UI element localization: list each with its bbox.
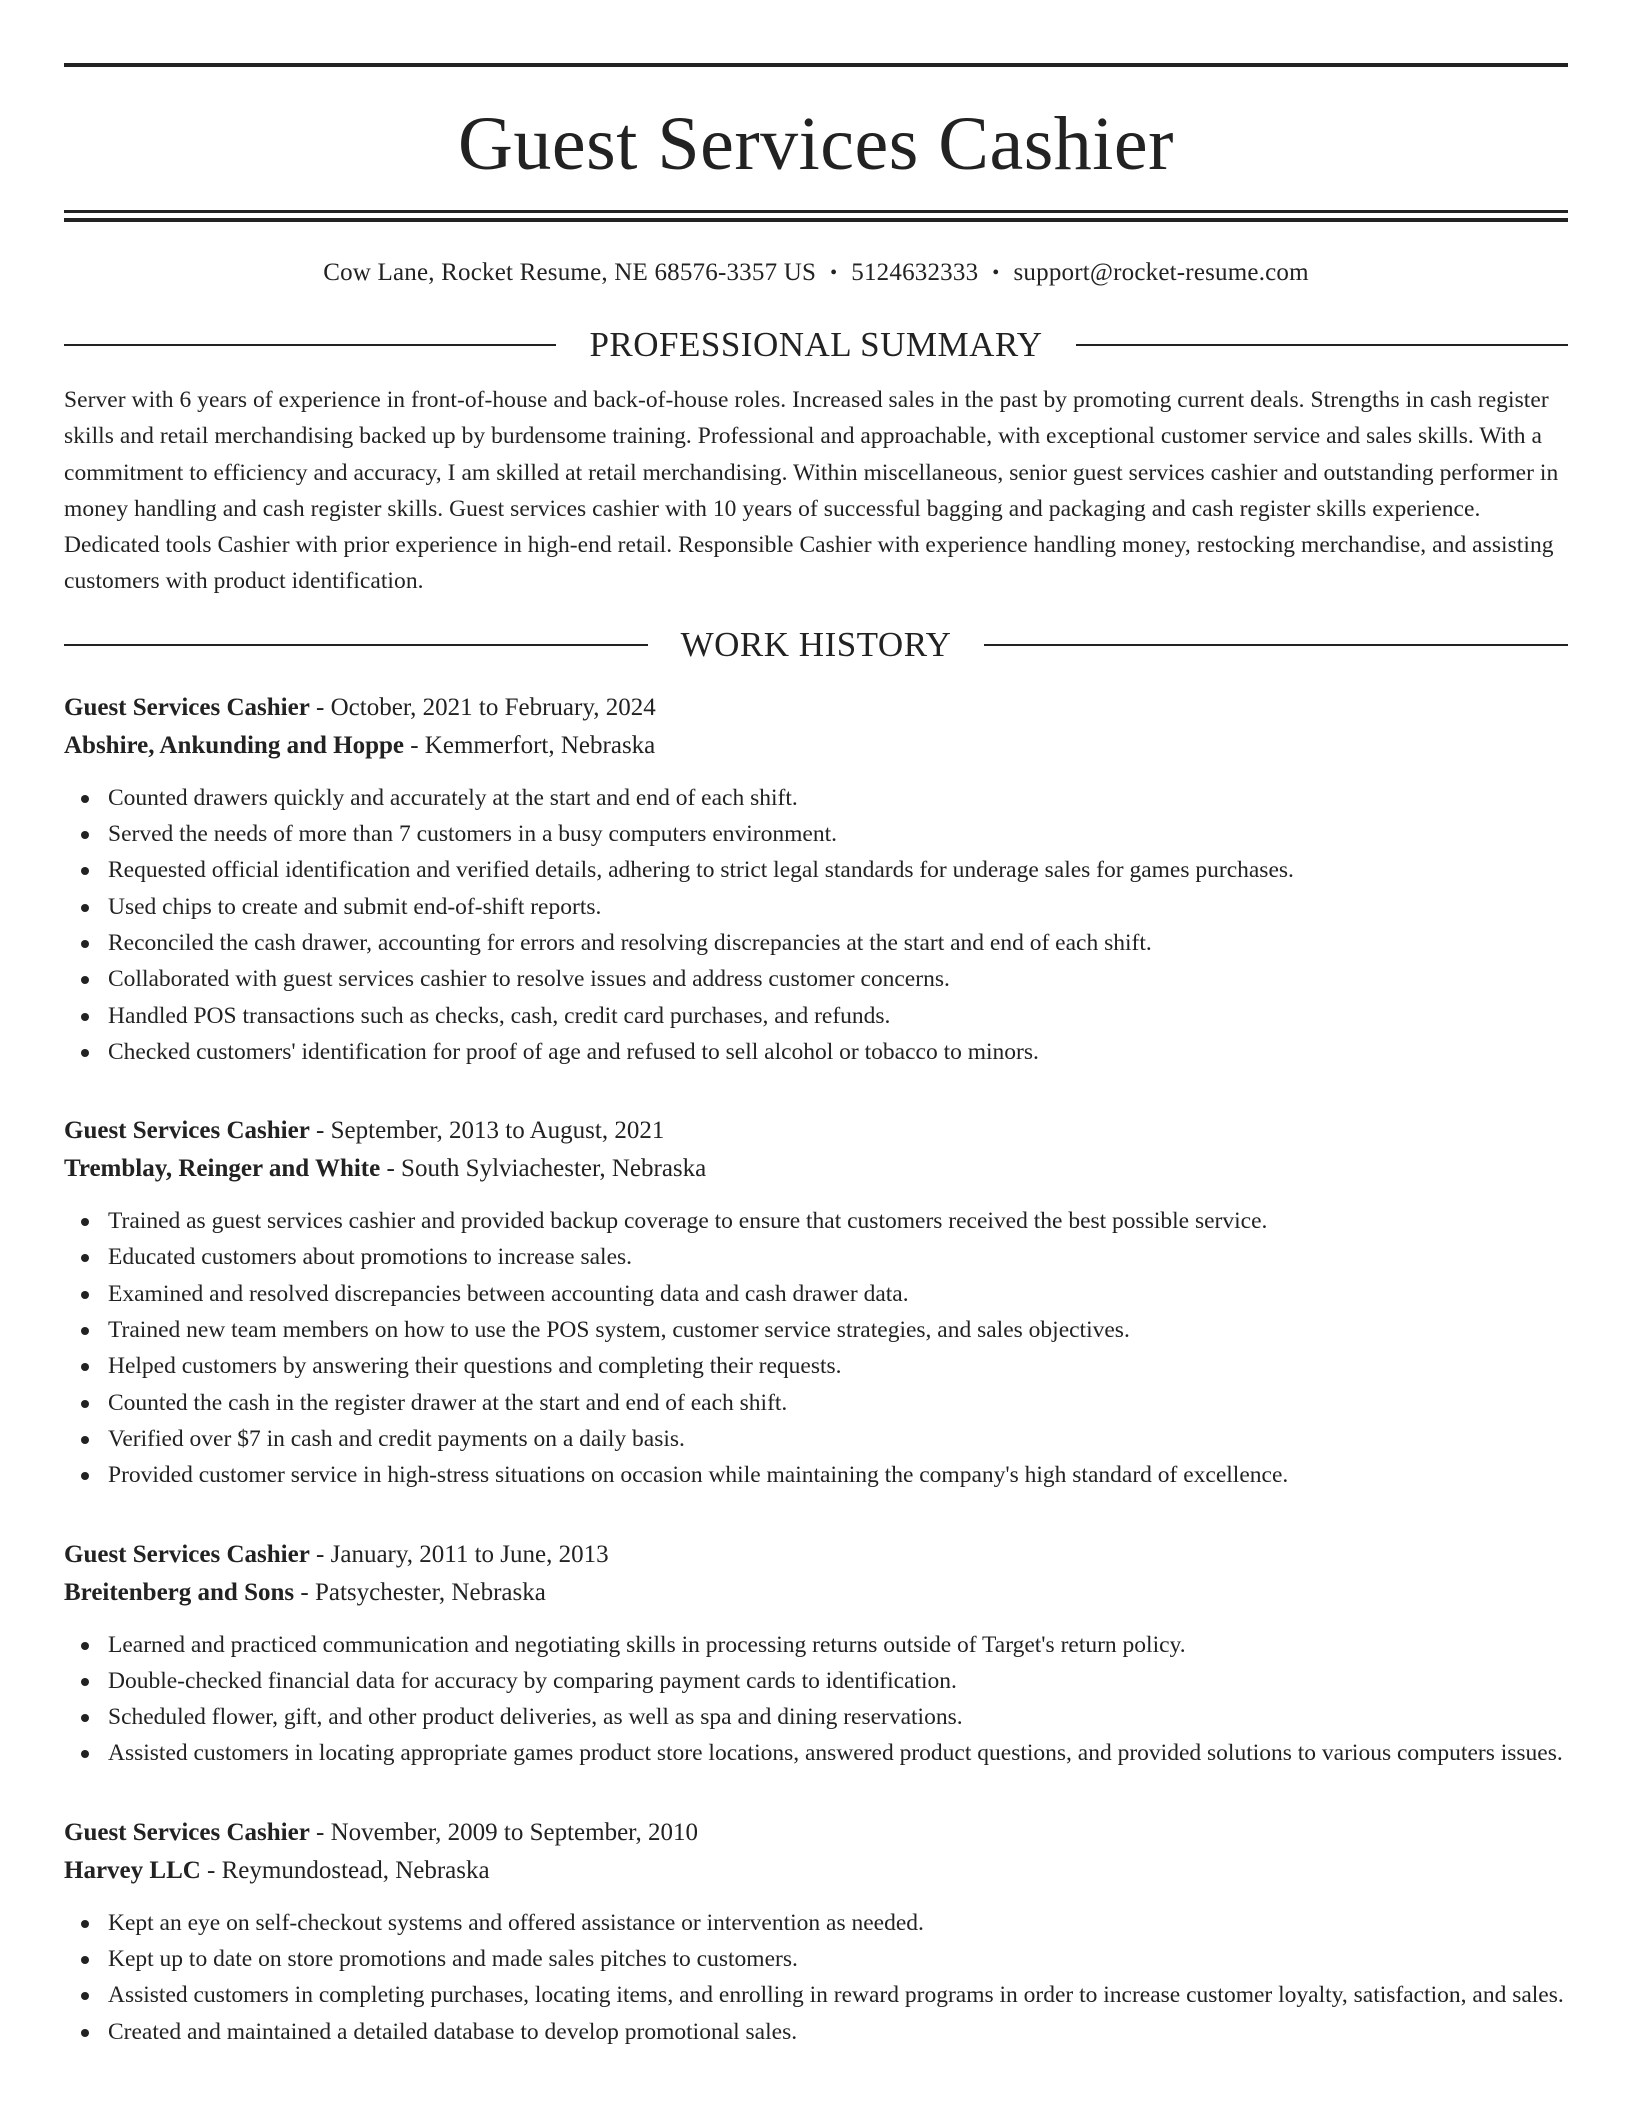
job-bullet: Used chips to create and submit end-of-shift reports. <box>64 889 1568 925</box>
job-bullet: Verified over $7 in cash and credit payments on a daily basis. <box>64 1421 1568 1457</box>
job-bullets <box>64 780 1568 1070</box>
job-title-line <box>64 1112 1568 1150</box>
heading-rule-right <box>1076 344 1568 346</box>
summary-title: PROFESSIONAL SUMMARY <box>589 325 1043 364</box>
job-company-line <box>64 1574 1568 1612</box>
job-title: Guest Services Cashier <box>64 693 310 721</box>
job-dates: - September, 2013 to August, 2021 <box>309 1117 665 1145</box>
job-title: Guest Services Cashier <box>64 1540 310 1568</box>
job-bullet: Learned and practiced communication and negotiating skills in processing returns outside of Target's return policy. <box>64 1627 1568 1663</box>
job-bullet: Provided customer service in high-stress situations on occasion while maintaining the company's high standard of excellence. <box>64 1457 1568 1493</box>
work-history-list <box>64 689 1568 2050</box>
job-bullet: Served the needs of more than 7 customers in a busy computers environment. <box>64 816 1568 852</box>
job-bullet: Educated customers about promotions to increase sales. <box>64 1239 1568 1275</box>
job-bullet: Kept an eye on self-checkout systems and offered assistance or intervention as needed. <box>64 1905 1568 1941</box>
job-bullets <box>64 1203 1568 1493</box>
job-bullets <box>64 1905 1568 2050</box>
job-company: Abshire, Ankunding and Hoppe <box>64 731 404 759</box>
job-title-line <box>64 1536 1568 1574</box>
job-bullets <box>64 1627 1568 1772</box>
summary-text: Server with 6 years of experience in front-of-house and back-of-house roles. Increased sales in the past by promoting current deals. Strengths in cash register skills and retail merchandising backed up by burdensome training. Professional and approachable, with exceptional customer service and sales skills. With a commitment to efficiency and accuracy, I am skilled at retail merchandising. Within miscellaneous, senior guest services cashier and outstanding performer in money handling and cash register skills. Guest services cashier with 10 years of successful bagging and packaging and cash register skills experience. Dedicated tools Cashier with prior experience in high-end retail. Responsible Cashier with experience handling money, restocking merchandise, and assisting customers with product identification. <box>64 387 1559 595</box>
job-entry <box>64 689 1568 1070</box>
job-company-line <box>64 1852 1568 1890</box>
job-company: Harvey LLC <box>64 1856 201 1884</box>
heading-rule-left <box>64 644 648 646</box>
job-title-line <box>64 1814 1568 1852</box>
job-bullet: Checked customers' identification for proof of age and refused to sell alcohol or tobacco to minors. <box>64 1034 1568 1070</box>
heading-rule-right <box>984 644 1568 646</box>
job-bullet: Assisted customers in locating appropriate games product store locations, answered product questions, and provided solutions to various computers issues. <box>64 1735 1568 1771</box>
work-history-title: WORK HISTORY <box>680 624 952 664</box>
job-bullet: Double-checked financial data for accuracy by comparing payment cards to identification. <box>64 1663 1568 1699</box>
job-bullet: Counted drawers quickly and accurately at the start and end of each shift. <box>64 780 1568 816</box>
job-bullet: Handled POS transactions such as checks, cash, credit card purchases, and refunds. <box>64 998 1568 1034</box>
job-entry <box>64 1112 1568 1493</box>
job-dates: - November, 2009 to September, 2010 <box>309 1818 698 1846</box>
job-bullet: Collaborated with guest services cashier to resolve issues and address customer concerns. <box>64 961 1568 997</box>
job-bullet: Requested official identification and verified details, adhering to strict legal standards for underage sales for games purchases. <box>64 852 1568 888</box>
job-bullet: Trained new team members on how to use the POS system, customer service strategies, and sales objectives. <box>64 1312 1568 1348</box>
double-rule <box>64 210 1568 222</box>
job-company-line <box>64 727 1568 765</box>
contact-phone: 5124632333 <box>851 259 979 286</box>
top-rule <box>64 63 1568 67</box>
job-bullet: Examined and resolved discrepancies between accounting data and cash drawer data. <box>64 1276 1568 1312</box>
bullet-separator: • <box>830 262 838 284</box>
contact-email: support@rocket-resume.com <box>1013 259 1309 286</box>
job-bullet: Kept up to date on store promotions and made sales pitches to customers. <box>64 1941 1568 1977</box>
job-company: Tremblay, Reinger and White <box>64 1155 381 1183</box>
job-title: Guest Services Cashier <box>64 1818 310 1846</box>
job-bullet: Created and maintained a detailed database to develop promotional sales. <box>64 2014 1568 2050</box>
job-bullet: Counted the cash in the register drawer at the start and end of each shift. <box>64 1385 1568 1421</box>
resume-page <box>64 0 1568 2050</box>
contact-line <box>64 258 1568 288</box>
job-bullet: Assisted customers in completing purchases, locating items, and enrolling in reward programs in order to increase customer loyalty, satisfaction, and sales. <box>64 1977 1568 2013</box>
job-title-line <box>64 689 1568 727</box>
job-bullet: Reconciled the cash drawer, accounting for errors and resolving discrepancies at the start and end of each shift. <box>64 925 1568 961</box>
job-bullet: Trained as guest services cashier and provided backup coverage to ensure that customers received the best possible service. <box>64 1203 1568 1239</box>
resume-name: Guest Services Cashier <box>458 102 1174 186</box>
job-bullet: Helped customers by answering their questions and completing their requests. <box>64 1348 1568 1384</box>
job-location: - South Sylviachester, Nebraska <box>380 1155 707 1183</box>
job-dates: - January, 2011 to June, 2013 <box>309 1540 609 1568</box>
job-dates: - October, 2021 to February, 2024 <box>309 693 656 721</box>
job-title: Guest Services Cashier <box>64 1117 310 1145</box>
job-bullet: Scheduled flower, gift, and other product deliveries, as well as spa and dining reservations. <box>64 1699 1568 1735</box>
summary-heading <box>64 325 1568 365</box>
job-location: - Patsychester, Nebraska <box>294 1578 546 1606</box>
job-company-line <box>64 1150 1568 1188</box>
heading-rule-left <box>64 344 556 346</box>
contact-address: Cow Lane, Rocket Resume, NE 68576-3357 US <box>323 259 817 286</box>
job-location: - Kemmerfort, Nebraska <box>403 731 656 759</box>
bullet-separator: • <box>992 262 1000 284</box>
job-location: - Reymundostead, Nebraska <box>200 1856 490 1884</box>
job-entry <box>64 1814 1568 2050</box>
work-history-heading <box>64 625 1568 665</box>
job-company: Breitenberg and Sons <box>64 1578 295 1606</box>
job-entry <box>64 1536 1568 1772</box>
